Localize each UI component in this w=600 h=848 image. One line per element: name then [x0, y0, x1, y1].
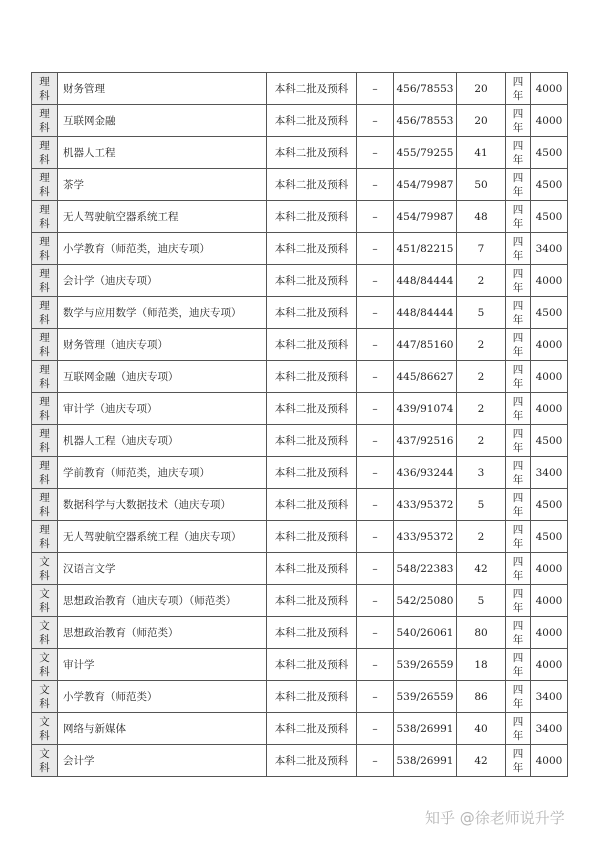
note-cell: – [357, 425, 394, 457]
score-rank-cell: 455/79255 [394, 137, 457, 169]
note-cell: – [357, 745, 394, 777]
subject-type-cell: 理科 [32, 457, 58, 489]
subject-type-cell: 理科 [32, 233, 58, 265]
major-cell: 汉语言文学 [58, 553, 267, 585]
score-rank-cell: 454/79987 [394, 201, 457, 233]
batch-cell: 本科二批及预科 [267, 201, 357, 233]
count-cell: 2 [457, 265, 506, 297]
fee-cell: 4000 [531, 585, 568, 617]
fee-cell: 3400 [531, 457, 568, 489]
note-cell: – [357, 233, 394, 265]
major-cell: 思想政治教育（师范类） [58, 617, 267, 649]
duration-cell: 四年 [506, 617, 531, 649]
count-cell: 42 [457, 745, 506, 777]
batch-cell: 本科二批及预科 [267, 553, 357, 585]
duration-cell: 四年 [506, 201, 531, 233]
duration-cell: 四年 [506, 489, 531, 521]
batch-cell: 本科二批及预科 [267, 169, 357, 201]
duration-cell: 四年 [506, 361, 531, 393]
major-cell: 互联网金融 [58, 105, 267, 137]
major-cell: 机器人工程 [58, 137, 267, 169]
fee-cell: 4500 [531, 297, 568, 329]
subject-type-cell: 理科 [32, 201, 58, 233]
fee-cell: 4500 [531, 425, 568, 457]
score-rank-cell: 538/26991 [394, 713, 457, 745]
subject-type-cell: 理科 [32, 329, 58, 361]
table-row [32, 393, 568, 425]
batch-cell: 本科二批及预科 [267, 713, 357, 745]
note-cell: – [357, 649, 394, 681]
duration-cell: 四年 [506, 233, 531, 265]
major-cell: 会计学（迪庆专项） [58, 265, 267, 297]
subject-type-cell: 理科 [32, 393, 58, 425]
fee-cell: 4000 [531, 617, 568, 649]
subject-type-cell: 文科 [32, 745, 58, 777]
major-cell: 思想政治教育（迪庆专项）（师范类） [58, 585, 267, 617]
duration-cell: 四年 [506, 425, 531, 457]
duration-cell: 四年 [506, 393, 531, 425]
batch-cell: 本科二批及预科 [267, 617, 357, 649]
score-rank-cell: 448/84444 [394, 297, 457, 329]
count-cell: 5 [457, 489, 506, 521]
major-cell: 无人驾驶航空器系统工程（迪庆专项） [58, 521, 267, 553]
table-row [32, 489, 568, 521]
duration-cell: 四年 [506, 265, 531, 297]
score-rank-cell: 454/79987 [394, 169, 457, 201]
major-cell: 无人驾驶航空器系统工程 [58, 201, 267, 233]
count-cell: 20 [457, 73, 506, 105]
count-cell: 41 [457, 137, 506, 169]
batch-cell: 本科二批及预科 [267, 745, 357, 777]
major-cell: 审计学 [58, 649, 267, 681]
count-cell: 50 [457, 169, 506, 201]
count-cell: 40 [457, 713, 506, 745]
subject-type-cell: 理科 [32, 361, 58, 393]
duration-cell: 四年 [506, 329, 531, 361]
count-cell: 48 [457, 201, 506, 233]
count-cell: 5 [457, 585, 506, 617]
watermark: 知乎 @徐老师说升学 [425, 809, 565, 827]
score-rank-cell: 448/84444 [394, 265, 457, 297]
note-cell: – [357, 169, 394, 201]
count-cell: 2 [457, 393, 506, 425]
table-row [32, 521, 568, 553]
note-cell: – [357, 73, 394, 105]
fee-cell: 4500 [531, 489, 568, 521]
batch-cell: 本科二批及预科 [267, 105, 357, 137]
score-rank-cell: 539/26559 [394, 649, 457, 681]
subject-type-cell: 理科 [32, 521, 58, 553]
duration-cell: 四年 [506, 681, 531, 713]
note-cell: – [357, 297, 394, 329]
table-row [32, 649, 568, 681]
fee-cell: 4500 [531, 521, 568, 553]
batch-cell: 本科二批及预科 [267, 137, 357, 169]
table-row [32, 265, 568, 297]
score-rank-cell: 539/26559 [394, 681, 457, 713]
count-cell: 2 [457, 329, 506, 361]
major-cell: 机器人工程（迪庆专项） [58, 425, 267, 457]
score-rank-cell: 540/26061 [394, 617, 457, 649]
fee-cell: 4000 [531, 329, 568, 361]
fee-cell: 4000 [531, 265, 568, 297]
score-rank-cell: 439/91074 [394, 393, 457, 425]
duration-cell: 四年 [506, 73, 531, 105]
table-row [32, 713, 568, 745]
major-cell: 小学教育（师范类） [58, 681, 267, 713]
fee-cell: 4000 [531, 649, 568, 681]
major-cell: 学前教育（师范类，迪庆专项） [58, 457, 267, 489]
note-cell: – [357, 553, 394, 585]
subject-type-cell: 理科 [32, 425, 58, 457]
note-cell: – [357, 521, 394, 553]
duration-cell: 四年 [506, 105, 531, 137]
count-cell: 80 [457, 617, 506, 649]
score-rank-cell: 456/78553 [394, 105, 457, 137]
subject-type-cell: 文科 [32, 617, 58, 649]
note-cell: – [357, 265, 394, 297]
batch-cell: 本科二批及预科 [267, 233, 357, 265]
score-rank-cell: 445/86627 [394, 361, 457, 393]
table-row [32, 617, 568, 649]
note-cell: – [357, 713, 394, 745]
duration-cell: 四年 [506, 457, 531, 489]
table-row [32, 105, 568, 137]
major-cell: 网络与新媒体 [58, 713, 267, 745]
score-rank-cell: 436/93244 [394, 457, 457, 489]
score-rank-cell: 538/26991 [394, 745, 457, 777]
duration-cell: 四年 [506, 713, 531, 745]
subject-type-cell: 文科 [32, 585, 58, 617]
subject-type-cell: 理科 [32, 489, 58, 521]
table-row [32, 585, 568, 617]
note-cell: – [357, 329, 394, 361]
major-cell: 数学与应用数学（师范类，迪庆专项） [58, 297, 267, 329]
batch-cell: 本科二批及预科 [267, 489, 357, 521]
count-cell: 3 [457, 457, 506, 489]
subject-type-cell: 理科 [32, 169, 58, 201]
score-rank-cell: 456/78553 [394, 73, 457, 105]
score-rank-cell: 548/22383 [394, 553, 457, 585]
score-rank-cell: 437/92516 [394, 425, 457, 457]
table-row [32, 361, 568, 393]
batch-cell: 本科二批及预科 [267, 649, 357, 681]
batch-cell: 本科二批及预科 [267, 73, 357, 105]
subject-type-cell: 文科 [32, 681, 58, 713]
major-cell: 会计学 [58, 745, 267, 777]
score-rank-cell: 433/95372 [394, 489, 457, 521]
fee-cell: 4000 [531, 745, 568, 777]
duration-cell: 四年 [506, 137, 531, 169]
score-rank-cell: 433/95372 [394, 521, 457, 553]
fee-cell: 4000 [531, 73, 568, 105]
batch-cell: 本科二批及预科 [267, 361, 357, 393]
fee-cell: 4000 [531, 361, 568, 393]
note-cell: – [357, 457, 394, 489]
table-row [32, 169, 568, 201]
duration-cell: 四年 [506, 521, 531, 553]
batch-cell: 本科二批及预科 [267, 393, 357, 425]
table-row [32, 457, 568, 489]
count-cell: 20 [457, 105, 506, 137]
note-cell: – [357, 393, 394, 425]
batch-cell: 本科二批及预科 [267, 681, 357, 713]
batch-cell: 本科二批及预科 [267, 265, 357, 297]
fee-cell: 3400 [531, 713, 568, 745]
fee-cell: 4500 [531, 201, 568, 233]
table-row [32, 233, 568, 265]
subject-type-cell: 文科 [32, 553, 58, 585]
table-row [32, 329, 568, 361]
duration-cell: 四年 [506, 585, 531, 617]
batch-cell: 本科二批及预科 [267, 457, 357, 489]
admission-table-page [31, 72, 567, 777]
score-rank-cell: 451/82215 [394, 233, 457, 265]
fee-cell: 4000 [531, 393, 568, 425]
table-row [32, 297, 568, 329]
note-cell: – [357, 105, 394, 137]
table-row [32, 681, 568, 713]
fee-cell: 3400 [531, 681, 568, 713]
batch-cell: 本科二批及预科 [267, 297, 357, 329]
batch-cell: 本科二批及预科 [267, 585, 357, 617]
duration-cell: 四年 [506, 169, 531, 201]
major-cell: 财务管理 [58, 73, 267, 105]
subject-type-cell: 文科 [32, 649, 58, 681]
note-cell: – [357, 361, 394, 393]
fee-cell: 4500 [531, 169, 568, 201]
note-cell: – [357, 585, 394, 617]
count-cell: 86 [457, 681, 506, 713]
subject-type-cell: 理科 [32, 73, 58, 105]
table-row [32, 73, 568, 105]
fee-cell: 4000 [531, 105, 568, 137]
count-cell: 2 [457, 425, 506, 457]
subject-type-cell: 理科 [32, 105, 58, 137]
duration-cell: 四年 [506, 649, 531, 681]
count-cell: 2 [457, 521, 506, 553]
count-cell: 42 [457, 553, 506, 585]
table-row [32, 745, 568, 777]
note-cell: – [357, 489, 394, 521]
count-cell: 7 [457, 233, 506, 265]
fee-cell: 3400 [531, 233, 568, 265]
major-cell: 财务管理（迪庆专项） [58, 329, 267, 361]
note-cell: – [357, 137, 394, 169]
count-cell: 18 [457, 649, 506, 681]
table-row [32, 137, 568, 169]
fee-cell: 4000 [531, 553, 568, 585]
duration-cell: 四年 [506, 553, 531, 585]
count-cell: 2 [457, 361, 506, 393]
score-rank-cell: 447/85160 [394, 329, 457, 361]
subject-type-cell: 文科 [32, 713, 58, 745]
major-cell: 审计学（迪庆专项） [58, 393, 267, 425]
batch-cell: 本科二批及预科 [267, 521, 357, 553]
note-cell: – [357, 681, 394, 713]
table-row [32, 201, 568, 233]
subject-type-cell: 理科 [32, 265, 58, 297]
duration-cell: 四年 [506, 745, 531, 777]
batch-cell: 本科二批及预科 [267, 329, 357, 361]
subject-type-cell: 理科 [32, 297, 58, 329]
major-cell: 互联网金融（迪庆专项） [58, 361, 267, 393]
subject-type-cell: 理科 [32, 137, 58, 169]
major-cell: 小学教育（师范类，迪庆专项） [58, 233, 267, 265]
table-row [32, 425, 568, 457]
note-cell: – [357, 201, 394, 233]
count-cell: 5 [457, 297, 506, 329]
score-rank-cell: 542/25080 [394, 585, 457, 617]
major-cell: 茶学 [58, 169, 267, 201]
admission-table [31, 72, 568, 777]
fee-cell: 4500 [531, 137, 568, 169]
table-row [32, 553, 568, 585]
note-cell: – [357, 617, 394, 649]
batch-cell: 本科二批及预科 [267, 425, 357, 457]
duration-cell: 四年 [506, 297, 531, 329]
major-cell: 数据科学与大数据技术（迪庆专项） [58, 489, 267, 521]
